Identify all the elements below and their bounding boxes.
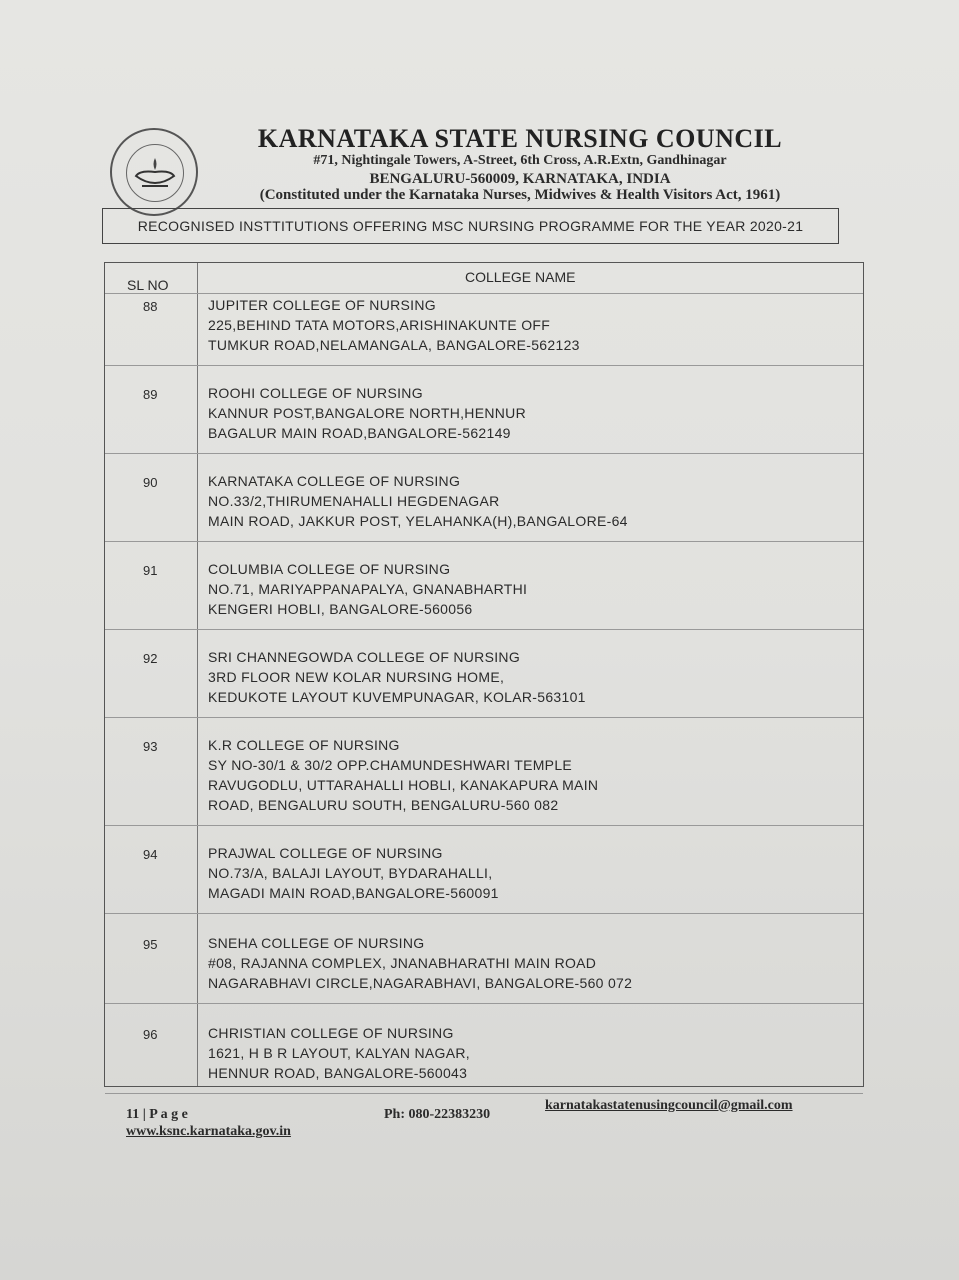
row-divider: [105, 1003, 863, 1004]
sl-no-cell: 92: [143, 651, 158, 666]
college-address-line: KENGERI HOBLI, BANGALORE-560056: [208, 601, 473, 617]
row-divider: [105, 629, 863, 630]
college-address-line: MAIN ROAD, JAKKUR POST, YELAHANKA(H),BANGALORE-64: [208, 513, 628, 529]
college-address-line: NO.73/A, BALAJI LAYOUT, BYDARAHALLI,: [208, 865, 493, 881]
row-divider: [105, 717, 863, 718]
college-address-line: NAGARABHAVI CIRCLE,NAGARABHAVI, BANGALORE-560 072: [208, 975, 633, 991]
sl-no-cell: 93: [143, 739, 158, 754]
college-name: SRI CHANNEGOWDA COLLEGE OF NURSING: [208, 649, 521, 665]
website-link[interactable]: www.ksnc.karnataka.gov.in: [126, 1124, 291, 1139]
column-header-sl-no: SL NO: [127, 277, 169, 293]
college-address-line: MAGADI MAIN ROAD,BANGALORE-560091: [208, 885, 499, 901]
column-header-college-name: COLLEGE NAME: [465, 269, 576, 285]
college-address-line: TUMKUR ROAD,NELAMANGALA, BANGALORE-562123: [208, 337, 580, 353]
college-address-line: NO.33/2,THIRUMENAHALLI HEGDENAGAR: [208, 493, 500, 509]
row-divider: [105, 453, 863, 454]
college-address-line: KEDUKOTE LAYOUT KUVEMPUNAGAR, KOLAR-563101: [208, 689, 586, 705]
sl-no-cell: 88: [143, 299, 158, 314]
row-divider: [105, 913, 863, 914]
phone-number: Ph: 080-22383230: [384, 1107, 491, 1122]
header-divider: [105, 293, 863, 294]
sl-no-cell: 94: [143, 847, 158, 862]
sl-no-cell: 91: [143, 563, 158, 578]
college-address-line: SY NO-30/1 & 30/2 OPP.CHAMUNDESHWARI TEMPLE: [208, 757, 573, 773]
college-address-line: KANNUR POST,BANGALORE NORTH,HENNUR: [208, 405, 526, 421]
college-table: [104, 262, 864, 1087]
college-name: KARNATAKA COLLEGE OF NURSING: [208, 473, 461, 489]
row-divider: [105, 825, 863, 826]
row-divider: [105, 365, 863, 366]
council-seal-logo: [110, 128, 198, 216]
document-heading-banner: RECOGNISED INSTTITUTIONS OFFERING MSC NURSING PROGRAMME FOR THE YEAR 2020-21: [102, 208, 839, 244]
college-address-line: ROAD, BENGALURU SOUTH, BENGALURU-560 082: [208, 797, 559, 813]
college-address-line: RAVUGODLU, UTTARAHALLI HOBLI, KANAKAPURA MAIN: [208, 777, 599, 793]
column-separator: [197, 263, 198, 1086]
sl-no-cell: 90: [143, 475, 158, 490]
college-name: K.R COLLEGE OF NURSING: [208, 737, 400, 753]
row-divider: [105, 1093, 863, 1094]
college-name: CHRISTIAN COLLEGE OF NURSING: [208, 1025, 454, 1041]
sl-no-cell: 89: [143, 387, 158, 402]
college-address-line: 1621, H B R LAYOUT, KALYAN NAGAR,: [208, 1045, 470, 1061]
sl-no-cell: 95: [143, 937, 158, 952]
college-name: PRAJWAL COLLEGE OF NURSING: [208, 845, 443, 861]
college-address-line: 225,BEHIND TATA MOTORS,ARISHINAKUNTE OFF: [208, 317, 551, 333]
row-divider: [105, 541, 863, 542]
college-name: ROOHI COLLEGE OF NURSING: [208, 385, 423, 401]
college-address-line: 3RD FLOOR NEW KOLAR NURSING HOME,: [208, 669, 505, 685]
council-address: #71, Nightingale Towers, A-Street, 6th Cross, A.R.Extn, Gandhinagar: [313, 153, 727, 168]
college-name: SNEHA COLLEGE OF NURSING: [208, 935, 425, 951]
page-number: 11 | P a g e: [126, 1107, 188, 1122]
email-link[interactable]: karnatakastatenusingcouncil@gmail.com: [545, 1098, 793, 1113]
college-name: JUPITER COLLEGE OF NURSING: [208, 297, 436, 313]
college-address-line: #08, RAJANNA COMPLEX, JNANABHARATHI MAIN ROAD: [208, 955, 597, 971]
sl-no-cell: 96: [143, 1027, 158, 1042]
lamp-icon: [130, 150, 180, 194]
college-address-line: NO.71, MARIYAPPANAPALYA, GNANABHARTHI: [208, 581, 528, 597]
college-address-line: BAGALUR MAIN ROAD,BANGALORE-562149: [208, 425, 511, 441]
council-title: KARNATAKA STATE NURSING COUNCIL: [257, 124, 783, 153]
college-address-line: HENNUR ROAD, BANGALORE-560043: [208, 1065, 468, 1081]
council-act-note: (Constituted under the Karnataka Nurses, Midwives & Health Visitors Act, 1961): [259, 187, 781, 203]
college-name: COLUMBIA COLLEGE OF NURSING: [208, 561, 451, 577]
council-city: BENGALURU-560009, KARNATAKA, INDIA: [369, 171, 671, 187]
